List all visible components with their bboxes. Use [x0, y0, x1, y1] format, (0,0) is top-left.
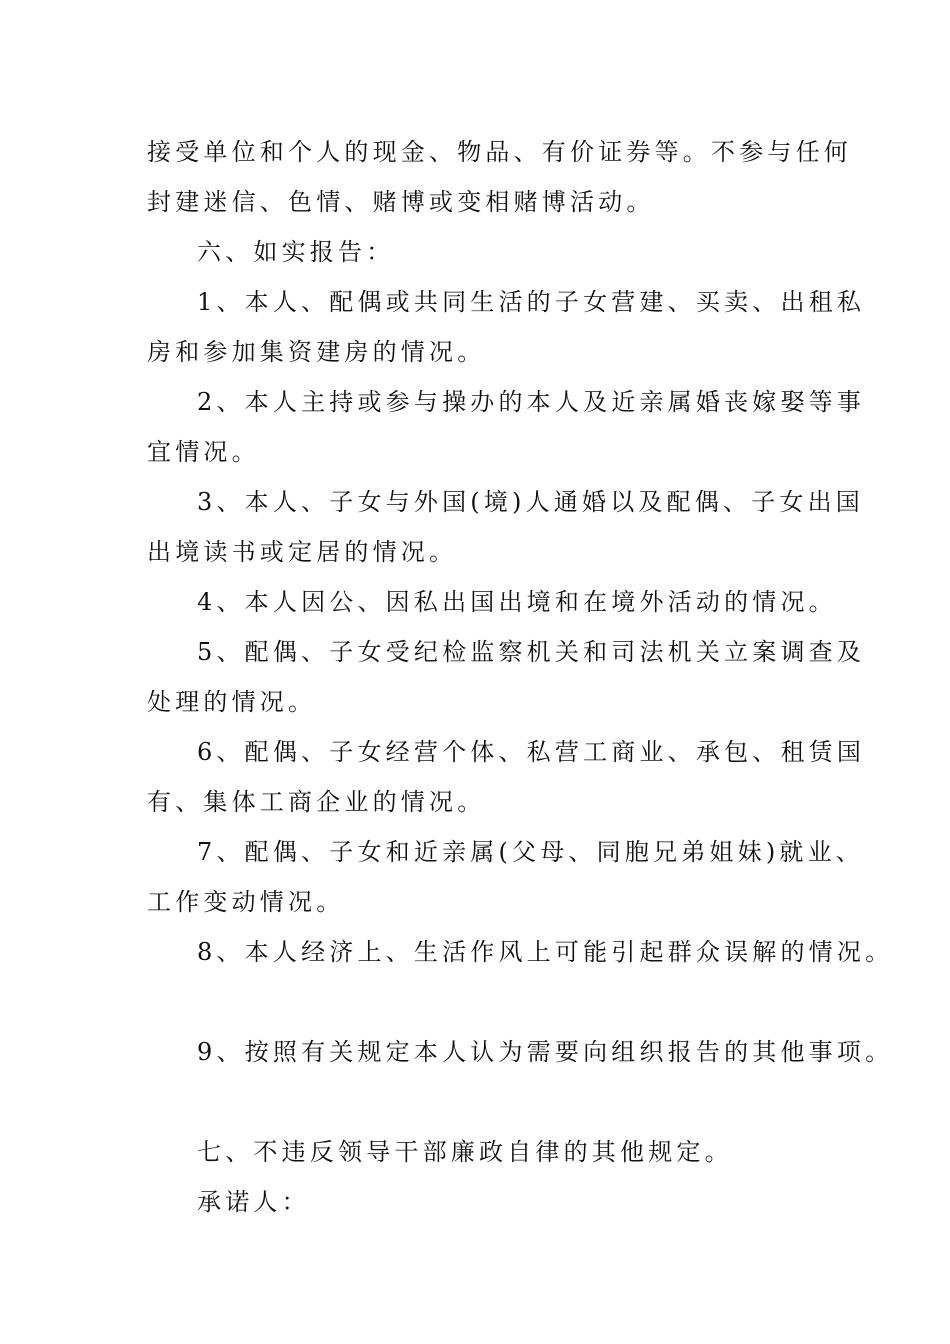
list-item: 6、配偶、子女经营个体、私营工商业、承包、租赁国 — [197, 738, 866, 766]
text-line: 接受单位和个人的现金、物品、有价证券等。不参与任何 — [147, 138, 852, 166]
text-line: 工作变动情况。 — [147, 888, 345, 916]
list-item: 9、按照有关规定本人认为需要向组织报告的其他事项。 — [197, 1038, 894, 1066]
list-item: 2、本人主持或参与操办的本人及近亲属婚丧嫁娶等事 — [197, 388, 866, 416]
text-line: 处理的情况。 — [147, 688, 317, 716]
signature-label: 承诺人： — [197, 1188, 310, 1216]
list-item: 7、配偶、子女和近亲属(父母、同胞兄弟姐妹)就业、 — [197, 838, 864, 866]
list-item: 3、本人、子女与外国(境)人通婚以及配偶、子女出国 — [197, 488, 864, 516]
text-line: 房和参加集资建房的情况。 — [147, 338, 486, 366]
section-heading: 六、如实报告： — [197, 238, 395, 266]
text-line: 有、集体工商企业的情况。 — [147, 788, 486, 816]
list-item: 8、本人经济上、生活作风上可能引起群众误解的情况。 — [197, 938, 894, 966]
list-item: 1、本人、配偶或共同生活的子女营建、买卖、出租私 — [197, 288, 866, 316]
section-heading: 七、不违反领导干部廉政自律的其他规定。 — [197, 1138, 733, 1166]
text-line: 封建迷信、色情、赌博或变相赌博活动。 — [147, 188, 655, 216]
text-line: 宜情况。 — [147, 438, 260, 466]
list-item: 4、本人因公、因私出国出境和在境外活动的情况。 — [197, 588, 837, 616]
text-line: 出境读书或定居的情况。 — [147, 538, 458, 566]
list-item: 5、配偶、子女受纪检监察机关和司法机关立案调查及 — [197, 638, 866, 666]
